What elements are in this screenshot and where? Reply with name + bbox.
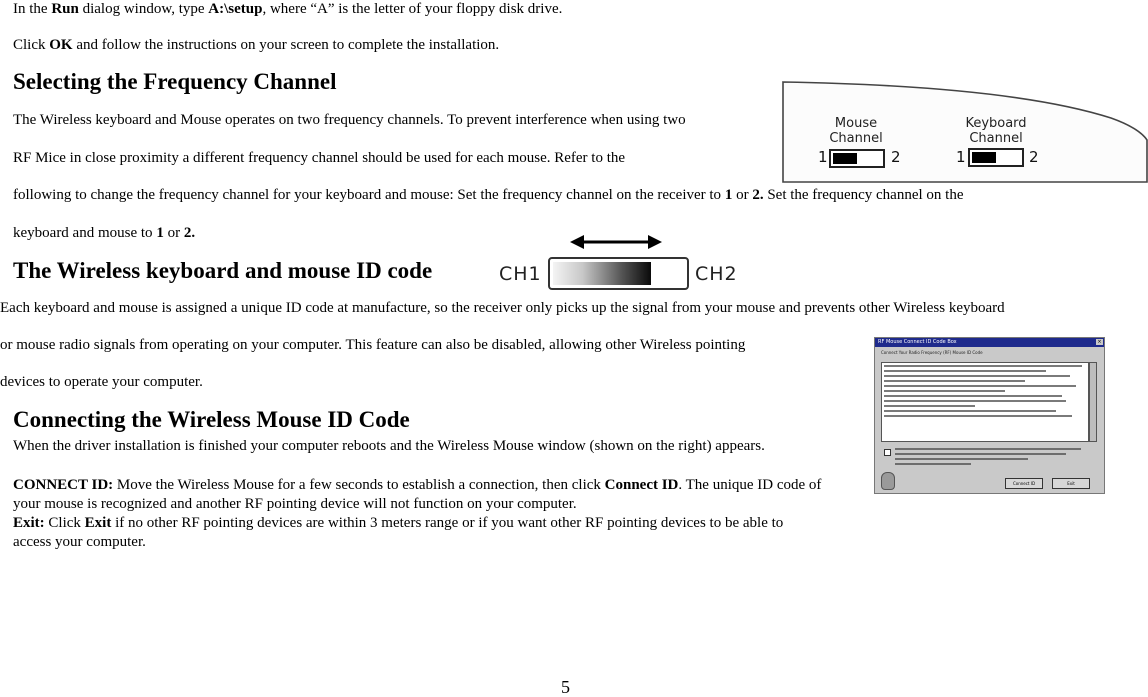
mouse-channel-2-label: 2 xyxy=(891,148,901,166)
frequency-text-line-1: The Wireless keyboard and Mouse operates on two frequency channels. To prevent interference when using two xyxy=(13,112,686,128)
mouse-icon xyxy=(881,472,895,490)
connecting-intro: When the driver installation is finished your computer reboots and the Wireless Mouse window (shown on the right) appears. xyxy=(13,438,765,454)
mouse-channel-1-label: 1 xyxy=(818,148,828,166)
run-instruction: In the Run dialog window, type A:\setup, where “A” is the letter of your floppy disk drive. xyxy=(13,1,563,17)
frequency-text-line-2: RF Mice in close proximity a different frequency channel should be used for each mouse. Refer to the xyxy=(13,150,626,166)
dialog-title: RF Mouse Connect ID Code Box xyxy=(878,339,957,345)
ch2-label: CH2 xyxy=(695,263,738,285)
dialog-checkbox[interactable] xyxy=(884,449,891,456)
ch-slider-figure xyxy=(496,230,746,294)
double-arrow-icon xyxy=(496,230,746,258)
ch1-label: CH1 xyxy=(499,263,542,285)
keyboard-channel-switch[interactable] xyxy=(968,148,1024,167)
page-number: 5 xyxy=(561,677,570,697)
dialog-title-bar xyxy=(875,338,1104,347)
dialog-instructions-box xyxy=(881,362,1089,442)
keyboard-channel-label: Keyboard Channel xyxy=(965,116,1027,146)
exit-button[interactable]: Exit xyxy=(1052,478,1090,489)
id-code-heading: The Wireless keyboard and mouse ID code xyxy=(13,258,433,283)
frequency-text-line-4: keyboard and mouse to 1 or 2. xyxy=(13,225,196,241)
dialog-subtitle: Connect Your Radio Frequency (RF) Mouse ID Code xyxy=(881,350,983,355)
id-code-text-line-1: Each keyboard and mouse is assigned a unique ID code at manufacture, so the receiver only picks up the signal from your mouse and prevents other Wireless keyboard xyxy=(0,300,1005,316)
keyboard-channel-2-label: 2 xyxy=(1029,148,1039,166)
connect-id-dialog-screenshot xyxy=(874,337,1105,494)
close-icon[interactable]: × xyxy=(1097,339,1102,345)
connect-id-instruction: CONNECT ID: Move the Wireless Mouse for a few seconds to establish a connection, then click Connect ID. The unique ID code of your mouse is recognized and another RF pointing device will not function on your computer. xyxy=(13,477,822,512)
frequency-text-line-3: following to change the frequency channel for your keyboard and mouse: Set the frequency channel on the receiver to 1 or 2. Set the frequency channel on the xyxy=(13,187,964,203)
switch-knob xyxy=(972,152,996,163)
connecting-heading: Connecting the Wireless Mouse ID Code xyxy=(13,407,410,432)
switch-knob xyxy=(833,153,857,164)
dialog-scrollbar[interactable] xyxy=(1089,362,1097,442)
channel-slider[interactable] xyxy=(548,257,689,290)
exit-instruction: Exit: Click Exit if no other RF pointing devices are within 3 meters range or if you want other RF pointing devices to be able to access your computer. xyxy=(13,515,784,550)
id-code-text-line-2: or mouse radio signals from operating on your computer. This feature can also be disabled, allowing other Wireless pointing xyxy=(0,337,746,353)
channel-switch-figure xyxy=(781,80,1148,184)
mouse-channel-switch[interactable] xyxy=(829,149,885,168)
ok-instruction: Click OK and follow the instructions on your screen to complete the installation. xyxy=(13,37,500,53)
keyboard-channel-1-label: 1 xyxy=(956,148,966,166)
dialog-note xyxy=(895,448,1085,468)
slider-knob xyxy=(553,262,651,285)
id-code-text-line-3: devices to operate your computer. xyxy=(0,374,203,390)
frequency-heading: Selecting the Frequency Channel xyxy=(13,69,337,94)
connect-id-button[interactable]: Connect ID xyxy=(1005,478,1043,489)
mouse-channel-label: Mouse Channel xyxy=(829,116,883,146)
